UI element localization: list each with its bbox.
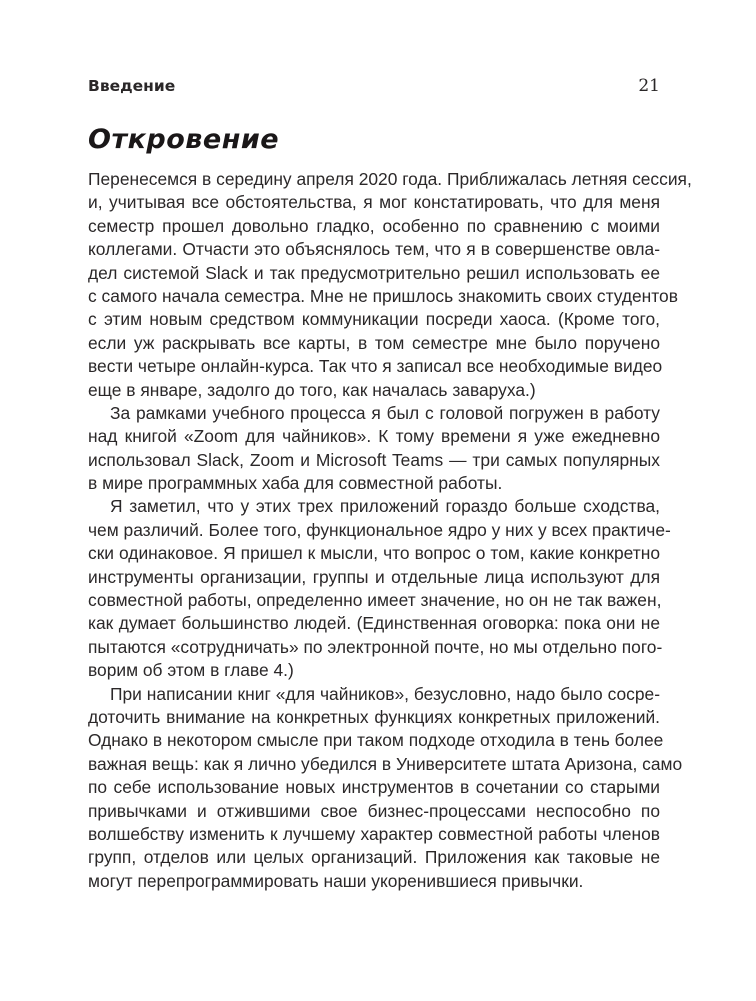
text-line: групп, отделов или целых организаций. Приложения как таковые не: [88, 847, 660, 868]
text-line: по себе использование новых инструментов в сочетании со старыми: [88, 777, 660, 798]
text-line: вести четыре онлайн-курса. Так что я записал все необходимые видео: [88, 356, 663, 377]
text-line: если уж раскрывать все карты, в том семестре мне было поручено: [88, 332, 660, 353]
text-line: ски одинаковое. Я пришел к мысли, что вопрос о том, какие конкретно: [88, 543, 660, 564]
text-line: коллегами. Отчасти это объяснялось тем, что я в совершенстве овла-: [88, 239, 660, 260]
text-line: как думает большинство людей. (Единственная оговорка: пока они не: [88, 613, 660, 634]
text-line: в мире программных хаба для совместной работы.: [88, 473, 503, 494]
text-line: и, учитывая все обстоятельства, я мог констатировать, что для меня: [88, 192, 660, 213]
text-line: инструменты организации, группы и отдельные лица используют для: [88, 566, 660, 587]
text-line: семестр прошел довольно гладко, особенно по сравнению с моими: [88, 215, 660, 236]
text-line: привычками и отжившими свое бизнес-процессами неспособно по: [88, 800, 660, 821]
text-line: дел системой Slack и так предусмотрительно решил использовать ее: [88, 262, 660, 283]
text-line: Я заметил, что у этих трех приложений гораздо больше сходства,: [110, 496, 660, 517]
page-number: 21: [638, 76, 660, 96]
paragraph-2: [88, 402, 660, 496]
text-line: ворим об этом в главе 4.): [88, 660, 294, 681]
text-line: использовал Slack, Zoom и Microsoft Teams — три самых популярных: [88, 449, 660, 470]
text-line: За рамками учебного процесса я был с головой погружен в работу: [110, 402, 660, 423]
text-line: с самого начала семестра. Мне не пришлось знакомить своих студентов: [88, 285, 678, 306]
paragraph-1: [88, 168, 692, 402]
text-line: пытаются «сотрудничать» по электронной почте, но мы отдельно пого-: [88, 636, 663, 657]
text-line: Перенесемся в середину апреля 2020 года. Приближалась летняя сессия,: [88, 169, 692, 189]
text-line: волшебству изменить к лучшему характер совместной работы членов: [88, 823, 660, 844]
text-line: доточить внимание на конкретных функциях конкретных приложений.: [88, 706, 660, 727]
text-line: над книгой «Zoom для чайников». К тому времени я уже ежедневно: [88, 426, 660, 447]
text-line: совместной работы, определенно имеет значение, но он не так важен,: [88, 590, 662, 611]
text-line: чем различий. Более того, функциональное ядро у них у всех практиче-: [88, 519, 671, 540]
section-title: Откровение: [88, 124, 280, 155]
paragraph-4: [88, 683, 683, 894]
chapter-title: Введение: [88, 77, 176, 95]
text-line: могут перепрограммировать наши укоренившиеся привычки.: [88, 870, 584, 891]
text-line: еще в январе, задолго до того, как началась заваруха.): [88, 379, 536, 400]
text-line: важная вещь: как я лично убедился в Университете штата Аризона, само: [88, 753, 683, 774]
text-line: Однако в некотором смысле при таком подходе отходила в тень более: [88, 730, 664, 751]
paragraph-3: [88, 495, 671, 682]
text-line: При написании книг «для чайников», безусловно, надо было сосре-: [110, 683, 660, 704]
running-head: [88, 74, 660, 98]
text-line: с этим новым средством коммуникации посреди хаоса. (Кроме того,: [88, 309, 660, 330]
body-text: [88, 168, 692, 893]
